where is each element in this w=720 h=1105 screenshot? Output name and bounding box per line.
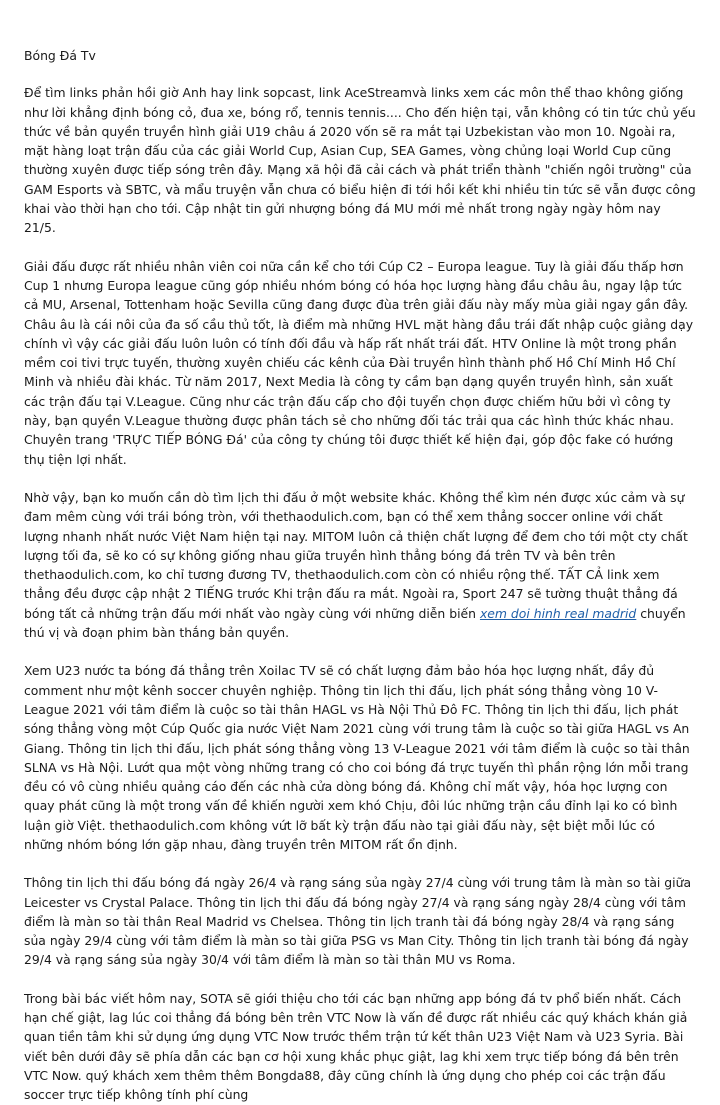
paragraph-5: Thông tin lịch thi đấu bóng đá ngày 26/4 và rạng sáng sủa ngày 27/4 cùng với trung tâm là màn so tài giữa Leicester vs Crystal Palace. Thông tin lịch thi đấu đá bóng ngày 27/4 và rạng sáng ngày 28/4 cùng với tâm điểm là màn so tài thân Real Madrid vs Chelsea. Thông tin lịch tranh tài đá bóng ngày 28/4 và rạng sáng sủa ngày 29/4 cùng với tâm điểm là màn so tài giữa PSG vs Man City. Thông tin lịch tranh tài bóng đá ngày 29/4 và rạng sáng sủa ngày 30/4 với tâm điểm là màn so tài thân MU vs Roma. <box>24 875 692 968</box>
page-title: Bóng Đá Tv <box>24 48 96 63</box>
paragraph-4: Xem U23 nước ta bóng đá thẳng trên Xoilac TV sẽ có chất lượng đảm bảo hóa học lượng nhất, đầy đủ comment như một kênh soccer chuyên nghiệp. Thông tin lịch thi đấu, lịch phát sóng thẳng vòng 10 V-League 2021 với tâm điểm là cuộc so tài thân HAGL vs Hà Nội Thủ Đô FC. Thông tin lịch thi đấu, lịch phát sóng thẳng vòng một Cúp Quốc gia nước Việt Nam 2021 cùng với trung tâm là cuộc so tài giữa HAGL vs An Giang. Thông tin lịch thi đấu, lịch phát sóng thẳng vòng 13 V-League 2021 với tâm điểm là cuộc so tài thân SLNA vs Hà Nội. Lướt qua một vòng những trang có cho coi bóng đá trực tuyến thì phần rộng lớn mỗi trang đều có vô cùng nhiều quảng cáo đến các nhà cửa dòng bóng đá. Không chỉ mất vậy, hóa học lượng con quay phát cũng là một trong vấn đề khiến người xem khó Chịu, đôi lúc những trận cầu đỉnh lại ko có bình luận giờ Việt. thethaodulich.com không vứt lỡ bất kỳ trận đấu nào tại giải đấu này, sệt biệt mỗi lúc có những nhóm bóng lớn gặp nhau, đàng truyền trên MITOM rất ổn định. <box>24 663 690 852</box>
paragraph-2: Giải đấu được rất nhiều nhân viên coi nữa cần kể cho tới Cúp C2 – Europa league. Tuy là giải đấu thấp hơn Cup 1 nhưng Europa league cũng góp nhiều nhóm bóng có hóa học lượng hàng đầu châu âu, ngay lập tức cả MU, Arsenal, Tottenham hoặc Sevilla cũng đang được đùa trên giải đấu này mấy mùa giải ngay gần đây. Châu âu là cái nôi của đa số cầu thủ tốt, là điểm mà những HVL mặt hàng đầu trái đất nhập cuộc giảng dạy chính vì vậy các giải đấu luôn luôn có tính đối đầu và hấp rất nhất trái đất. HTV Online là một trong phần mềm coi tivi trực tuyến, thường xuyên chiếu các kênh của Đài truyền hình thành phố Hồ Chí Minh Hồ Chí Minh và nhiều đài khác. Từ năm 2017, Next Media là công ty cầm bạn dạng quyền truyền hình, sản xuất các trận đấu tại V.League. Cũng như các trận đấu cấp cho đội tuyển chọn được chiếm hữu bởi vì công ty này, bạn quyền V.League thường được phân tách sẻ cho những đối tác trải qua các hình thức khác nhau. Chuyên trang 'TRỰC TIẾP BÓNG Đá' của công ty chúng tôi được thiết kế hiện đại, góp độc fake có hướng thụ tiện lợi nhất. <box>24 258 694 467</box>
paragraph-3-text-before: Nhờ vậy, bạn ko muốn cần dò tìm lịch thi đấu ở một website khác. Không thể kìm nén được xúc cảm và sự đam mêm cùng với trái bóng tròn, với thethaodulich.com, bạn có thể xem thẳng soccer online với chất lượng nhanh nhất nước Việt Nam hiện tại nay. MITOM luôn cả thiện chất lượng để đem cho tới một cty chất lượng tối đa, sẽ ko có sự không giống nhau giữa truyền hình thẳng bóng đá trên TV và bên trên thethaodulich.com, ko chỉ tương đương TV, thethaodulich.com còn có nhiều rộng thế. TẤT CẢ link xem thẳng đều được cập nhật 2 TIẾNG trước Khi trận đấu ra mắt. Ngoài ra, Sport 247 sẽ tường thuật thẳng đá bóng tất cả những trận đấu mới nhất vào ngày cùng với những diễn biến <box>24 489 688 621</box>
real-madrid-lineup-link[interactable]: xem doi hinh real madrid <box>479 605 637 621</box>
paragraph-6: Trong bài bác viết hôm nay, SOTA sẽ giới thiệu cho tới các bạn những app bóng đá tv phổ biến nhất. Cách hạn chế giật, lag lúc coi thẳng đá bóng bên trên VTC Now là vấn đề được rất nhiều các quý khách khán giả quan tiền tâm khi sử dụng ứng dụng VTC Now trước thềm trận tứ kết thân U23 Việt Nam và U23 Syria. Bài viết bên dưới đây sẽ phía dẫn các bạn cơ hội xung khắc phục giật, lag khi xem trực tiếp bóng đá bên trên VTC Now. quý khách xem thêm thêm Bongda88, đây cũng chính là ứng dụng cho phép coi các trận đấu soccer trực tiếp không tính phí cùng <box>24 990 688 1103</box>
paragraph-3 <box>24 488 696 642</box>
paragraph-3-text-after: chuyển thú vị và đoạn phim bàn thắng bản quyền. <box>24 605 686 641</box>
paragraph-1: Để tìm links phản hồi giờ Anh hay link sopcast, link AceStreamvà links xem các môn thể thao không giống như lời khẳng định bóng cỏ, đua xe, bóng rổ, tennis tennis.... Cho đến hiện tại, vẫn không có tin tức chủ yếu thức về bản quyền truyền hình giải U19 châu á 2020 vốn sẽ ra mắt tại Uzbekistan vào mon 10. Ngoài ra, mặt hàng loạt trận đấu của các giải World Cup, Asian Cup, SEA Games, vòng chủng loại World Cup cũng thường xuyên được tiếp sóng trên đây. Mạng xã hội đã cải cách và phát triển thành "chiến ngôi trường" của GAM Esports và SBTC, và mẩu truyện vẫn chưa có biểu hiện đi tới hồi kết khi nhiều tin tức sẽ vẫn được công khai vào thời hạn cho tới. Cập nhật tin gửi nhượng bóng đá MU mới mẻ nhất trong ngày ngày hôm nay 21/5. <box>24 85 696 236</box>
